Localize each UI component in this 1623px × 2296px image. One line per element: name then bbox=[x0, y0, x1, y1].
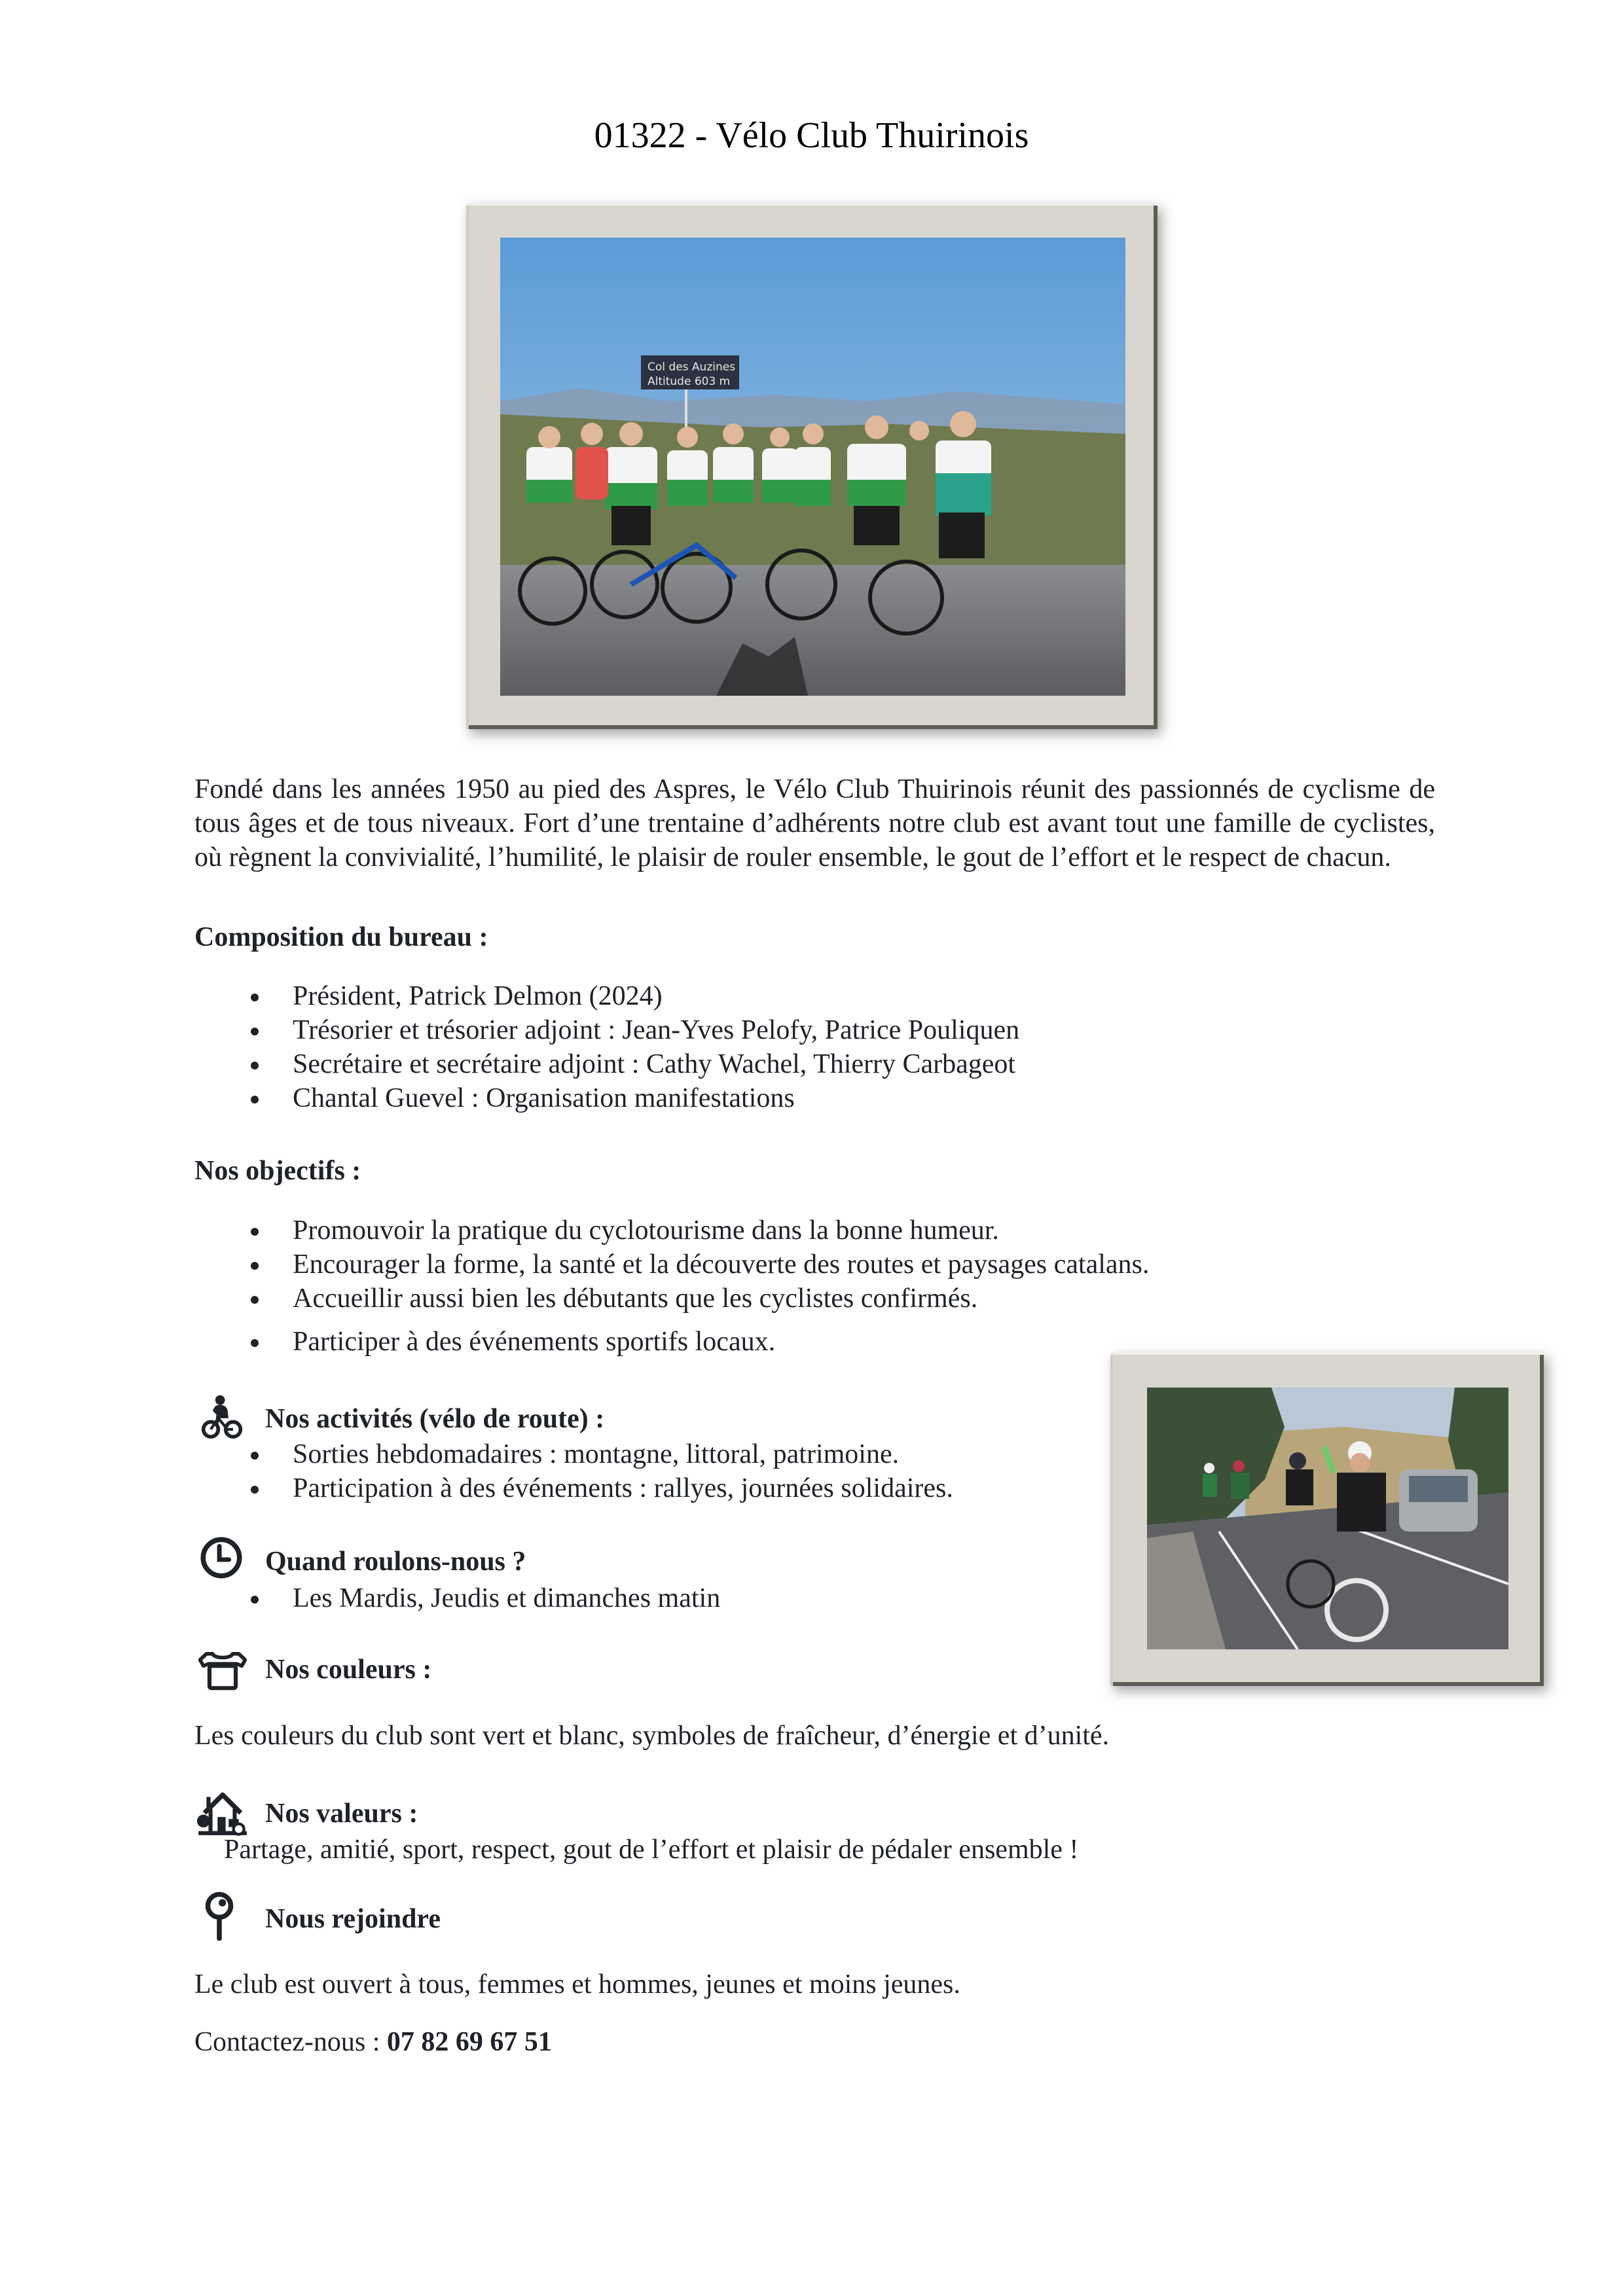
intro-paragraph: Fondé dans les années 1950 au pied des Aspres, le Vélo Club Thuirinois réunit des passionnés de cyclisme de tous âges et de tous niveaux. Fort d’une trentaine d’adhérents notre club est avant tout une famille de cyclistes, où règnent la convivialité, l’humilité, le plaisir de rouler ensemble, le gout de l’effort et le respect de chacun. bbox=[194, 774, 1435, 872]
tshirt-icon bbox=[198, 1651, 247, 1691]
road-photo-image bbox=[1147, 1388, 1508, 1649]
page-title: 01322 - Vélo Club Thuirinois bbox=[594, 115, 1029, 156]
couleurs-text: Les couleurs du club sont vert et blanc, symboles de fraîcheur, d’énergie et d’unité. bbox=[194, 1721, 1110, 1751]
bureau-item: Secrétaire et secrétaire adjoint : Cathy Wachel, Thierry Carbageot bbox=[194, 1047, 1242, 1081]
valeurs-text: Partage, amitié, sport, respect, gout de l’effort et plaisir de pédaler ensemble ! bbox=[224, 1835, 1079, 1865]
objectif-item: Accueillir aussi bien les débutants que les cyclistes confirmés. bbox=[194, 1282, 1307, 1316]
quand-list bbox=[194, 1581, 1111, 1615]
map-pin-icon bbox=[203, 1892, 236, 1941]
quand-item: Les Mardis, Jeudis et dimanches matin bbox=[194, 1581, 1111, 1615]
bureau-heading: Composition du bureau : bbox=[194, 922, 488, 952]
sign-text-line2: Altitude 603 m bbox=[647, 375, 731, 388]
house-icon bbox=[196, 1790, 249, 1836]
activite-item: Sorties hebdomadaires : montagne, littoral, patrimoine. bbox=[194, 1437, 1111, 1471]
valeurs-heading: Nos valeurs : bbox=[265, 1799, 418, 1829]
bureau-list bbox=[194, 979, 1242, 1115]
group-photo bbox=[500, 238, 1125, 696]
bureau-item: Trésorier et trésorier adjoint : Jean-Yves Pelofy, Patrice Pouliquen bbox=[194, 1013, 1242, 1047]
rejoindre-text: Le club est ouvert à tous, femmes et hommes, jeunes et moins jeunes. bbox=[194, 1969, 960, 2000]
objectif-item: Encourager la forme, la santé et la découverte des routes et paysages catalans. bbox=[194, 1247, 1307, 1282]
rejoindre-heading: Nous rejoindre bbox=[265, 1904, 441, 1934]
road-photo-frame bbox=[1110, 1352, 1544, 1686]
objectifs-heading: Nos objectifs : bbox=[194, 1156, 361, 1186]
couleurs-heading: Nos couleurs : bbox=[265, 1655, 432, 1685]
cyclist-icon bbox=[200, 1394, 244, 1439]
bureau-item: Chantal Guevel : Organisation manifestations bbox=[194, 1081, 1242, 1115]
objectifs-list bbox=[194, 1213, 1307, 1359]
contact-phone[interactable]: 07 82 69 67 51 bbox=[386, 2027, 552, 2057]
activites-heading: Nos activités (vélo de route) : bbox=[265, 1404, 605, 1434]
group-photo-image bbox=[500, 238, 1125, 696]
contact-line bbox=[194, 2025, 552, 2059]
group-photo-frame bbox=[466, 203, 1158, 729]
contact-label: Contactez-nous : bbox=[194, 2027, 387, 2057]
bureau-item: Président, Patrick Delmon (2024) bbox=[194, 979, 1242, 1013]
clock-icon bbox=[198, 1535, 244, 1581]
sign-text-line1: Col des Auzines bbox=[647, 361, 736, 374]
activite-item: Participation à des événements : rallyes, journées solidaires. bbox=[194, 1471, 1111, 1505]
activites-list bbox=[194, 1437, 1111, 1505]
quand-heading: Quand roulons-nous ? bbox=[265, 1547, 526, 1577]
road-photo bbox=[1147, 1388, 1508, 1649]
objectif-item: Promouvoir la pratique du cyclotourisme dans la bonne humeur. bbox=[194, 1213, 1307, 1247]
objectif-item: Participer à des événements sportifs locaux. bbox=[194, 1325, 1307, 1359]
